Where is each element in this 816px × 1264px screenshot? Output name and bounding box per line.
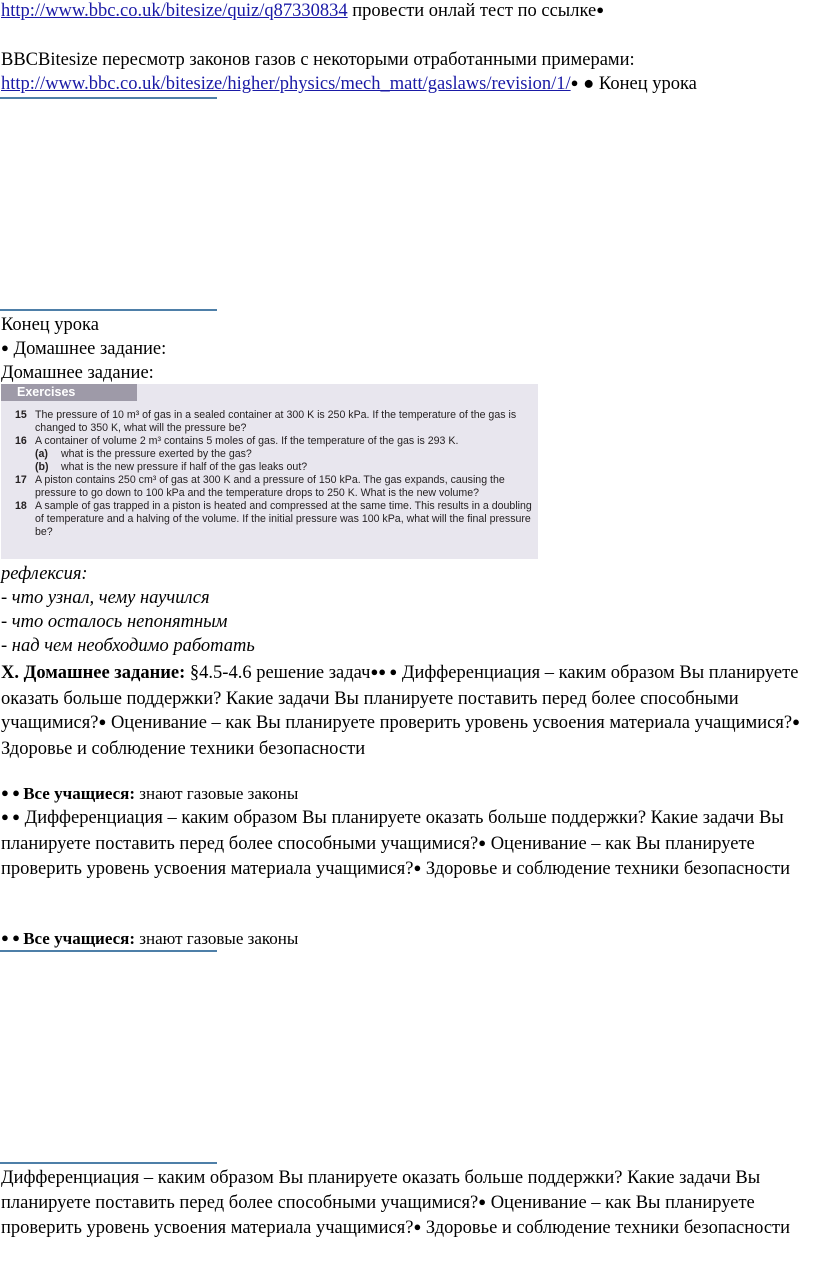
reflection-item: - что осталось непонятным — [1, 612, 228, 632]
bullet-icon: ● — [478, 1193, 487, 1209]
exercise-text: The pressure of 10 m³ of gas in a sealed container at 300 K is 250 kPa. If the temperature of the gas is changed to 350 K, what will the pressure be? — [35, 409, 517, 434]
divider — [0, 309, 217, 311]
all-students-line — [1, 783, 298, 806]
subitem-text: what is the new pressure if half of the gas leaks out? — [61, 461, 308, 473]
differentiation-block — [1, 806, 815, 883]
exercise-text: A container of volume 2 m³ contains 5 moles of gas. If the temperature of the gas is 293 K. — [35, 435, 459, 447]
all-students-text: знают газовые законы — [135, 929, 299, 948]
quiz-text: провести онлай тест по ссылке — [347, 1, 597, 21]
quiz-link[interactable]: http://www.bbc.co.uk/bitesize/quiz/q87330834 — [1, 1, 348, 21]
exercise-subitem — [15, 448, 532, 461]
exercise-item — [15, 435, 532, 448]
bullet-icon: ● — [792, 714, 800, 729]
all-students-label: Все учащиеся: — [23, 929, 135, 948]
exercise-number: 15 — [15, 409, 27, 421]
divider — [0, 97, 217, 99]
divider — [0, 950, 217, 952]
bullet-icon: ● ● — [1, 930, 24, 945]
bullet-icon: ● — [98, 714, 107, 729]
exercise-item — [15, 500, 532, 539]
differentiation-text: Дифференциация – каким образом Вы планируете оказать больше поддержки? Какие задачи Вы планируете поставить перед более способными учащимися? — [1, 663, 799, 733]
exercise-subitem — [15, 461, 532, 474]
section-x — [1, 661, 815, 761]
quiz-line — [1, 0, 604, 23]
final-block — [1, 1166, 815, 1242]
section-x-text: §4.5-4.6 решение задач — [185, 663, 371, 683]
differentiation-text: Дифференциация – каким образом Вы планируете оказать больше поддержки? Какие задачи Вы планируете поставить перед более способными учащимися? — [1, 1168, 761, 1213]
assessment-text: Оценивание – как Вы планируете проверить уровень усвоения материала учащимися? — [1, 833, 755, 879]
exercise-number: 16 — [15, 435, 27, 447]
reflection-title: рефлексия: — [1, 564, 88, 584]
all-students-label: Все учащиеся: — [23, 784, 135, 803]
bullet-icon: ● ● — [1, 809, 20, 824]
all-students-line — [1, 928, 298, 951]
exercise-number: 18 — [15, 500, 27, 512]
differentiation-text: Дифференциация – каким образом Вы планируете оказать больше поддержки? Какие задачи Вы планируете поставить перед более способными учащимися? — [1, 808, 784, 854]
section-x-label: X. Домашнее задание: — [1, 663, 186, 683]
safety-text: Здоровье и соблюдение техники безопасности — [1, 738, 366, 759]
homework-bullet-text: Домашнее задание: — [8, 339, 167, 359]
bullet-icon: ● — [413, 860, 422, 875]
all-students-text: знают газовые законы — [135, 784, 299, 803]
bullet-icon: ● — [570, 75, 579, 90]
bitesize-text: BBCBitesize пересмотр законов газов с некоторыми отработанными примерами: — [1, 50, 635, 70]
safety-text: Здоровье и соблюдение техники безопасности — [421, 1218, 791, 1238]
homework-bullet-line — [1, 338, 166, 361]
exercise-text: A sample of gas trapped in a piston is heated and compressed at the same time. This results in a doubling of temperature and a halving of the volume. If the initial pressure was 100 kPa, what will the final pressure be? — [35, 500, 532, 538]
subitem-text: what is the pressure exerted by the gas? — [61, 448, 252, 460]
bullet-icon: ● — [1, 340, 9, 355]
assessment-text: Оценивание – как Вы планируете проверить уровень усвоения материала учащимися? — [106, 713, 793, 733]
subitem-label: (b) — [35, 461, 49, 473]
bullet-icon: ● — [413, 1219, 422, 1234]
exercises-panel — [1, 384, 538, 559]
assessment-text: Оценивание – как Вы планируете проверить уровень усвоения материала учащимися? — [1, 1192, 755, 1238]
exercise-number: 17 — [15, 474, 27, 486]
end-lesson-heading: Конец урока — [1, 315, 99, 335]
reflection-item: - что узнал, чему научился — [1, 588, 210, 608]
bullet-icon: ●● ● — [370, 664, 398, 679]
revision-link[interactable]: http://www.bbc.co.uk/bitesize/higher/physics/mech_matt/gaslaws/revision/1/ — [1, 74, 571, 94]
revision-line — [1, 73, 697, 96]
homework-label: Домашнее задание: — [1, 363, 154, 383]
exercises-title: Exercises — [1, 384, 137, 401]
safety-text: Здоровье и соблюдение техники безопасности — [421, 859, 791, 879]
subitem-label: (a) — [35, 448, 48, 460]
exercise-item — [15, 409, 532, 435]
reflection-item: - над чем необходимо работать — [1, 636, 255, 656]
bullet-icon: ● — [596, 2, 605, 17]
bullet-icon: ● ● — [1, 785, 24, 800]
divider — [0, 1162, 217, 1164]
exercise-item — [15, 474, 532, 500]
exercise-text: A piston contains 250 cm³ of gas at 300 K and a pressure of 150 kPa. The gas expands, causing the pressure to go down to 100 kPa and the temperature drops to 250 K. What is the new volume? — [35, 474, 505, 499]
end-lesson-inline: ● Конец урока — [578, 74, 697, 94]
bullet-icon: ● — [478, 834, 487, 850]
